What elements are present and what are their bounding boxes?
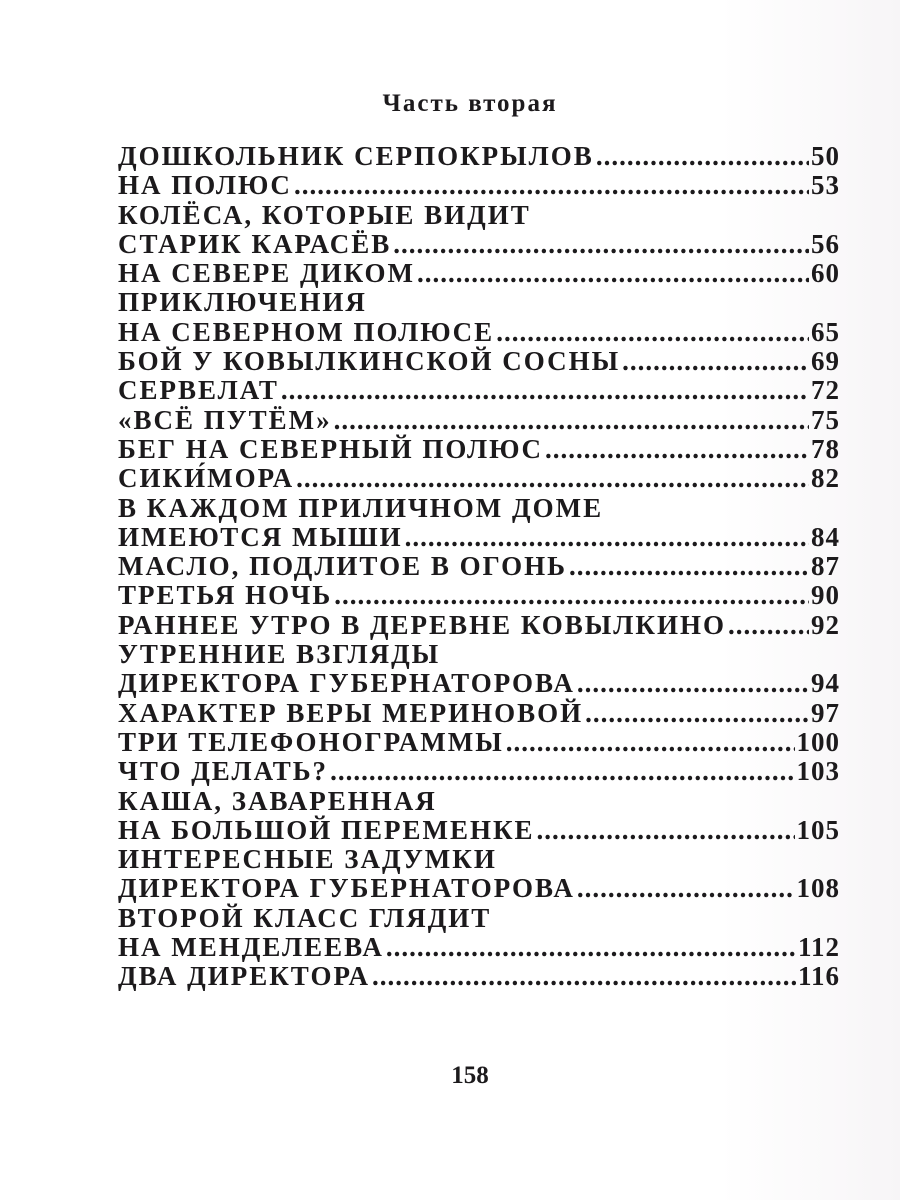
toc-entry <box>118 523 840 552</box>
toc-entry-page: 100 <box>796 726 840 757</box>
dot-leader <box>405 523 809 552</box>
toc-entry-title: В КАЖДОМ ПРИЛИЧНОМ ДОМЕ <box>118 492 604 523</box>
toc-entry-page: 65 <box>811 316 840 347</box>
toc-entry <box>118 699 840 728</box>
toc-entry-title: РАННЕЕ УТРО В ДЕРЕВНЕ КОВЫЛКИНО <box>118 609 726 640</box>
dot-leader <box>334 581 809 610</box>
toc-entry <box>118 845 840 874</box>
toc-entry-title: ДИРЕКТОРА ГУБЕРНАТОРОВА <box>118 668 575 699</box>
toc-entry-page: 82 <box>811 463 840 494</box>
dot-leader <box>417 259 809 288</box>
toc-entry-title: ИМЕЮТСЯ МЫШИ <box>118 521 403 552</box>
dot-leader <box>330 757 794 786</box>
toc-entry-page: 60 <box>811 258 840 289</box>
toc-entry-title: НА МЕНДЕЛЕЕВА <box>118 932 384 963</box>
toc-entry <box>118 669 840 698</box>
table-of-contents <box>118 142 840 992</box>
dot-leader <box>506 728 795 757</box>
toc-entry <box>118 728 840 757</box>
dot-leader <box>585 699 809 728</box>
toc-entry-title: НА СЕВЕРЕ ДИКОМ <box>118 258 415 289</box>
toc-entry-title: КАША, ЗАВАРЕННАЯ <box>118 785 437 816</box>
dot-leader <box>577 669 809 698</box>
toc-entry <box>118 230 840 259</box>
toc-entry-page: 94 <box>811 668 840 699</box>
toc-entry <box>118 874 840 903</box>
toc-entry-page: 103 <box>796 756 840 787</box>
toc-entry-page: 72 <box>811 375 840 406</box>
toc-entry <box>118 640 840 669</box>
toc-entry-title: НА ПОЛЮС <box>118 170 292 201</box>
toc-entry-title: НА БОЛЬШОЙ ПЕРЕМЕНКЕ <box>118 814 535 845</box>
toc-entry-title: БЕГ НА СЕВЕРНЫЙ ПОЛЮС <box>118 433 543 464</box>
dot-leader <box>294 171 809 200</box>
toc-entry-title: КОЛЁСА, КОТОРЫЕ ВИДИТ <box>118 199 531 230</box>
toc-entry-page: 78 <box>811 433 840 464</box>
toc-entry-page: 50 <box>811 141 840 171</box>
toc-entry <box>118 962 840 991</box>
dot-leader <box>372 962 796 991</box>
toc-entry <box>118 904 840 933</box>
toc-entry <box>118 787 840 816</box>
toc-entry-title: «ВСЁ ПУТЁМ» <box>118 404 332 435</box>
toc-entry <box>118 816 840 845</box>
page-number: 158 <box>451 1062 489 1089</box>
toc-entry-page: 112 <box>797 932 840 963</box>
dot-leader <box>622 347 809 376</box>
dot-leader <box>296 464 809 493</box>
toc-entry-title: ДИРЕКТОРА ГУБЕРНАТОРОВА <box>118 873 575 904</box>
toc-entry-title: ДВА ДИРЕКТОРА <box>118 961 370 992</box>
toc-entry <box>118 288 840 317</box>
toc-entry-title: СЕРВЕЛАТ <box>118 375 279 406</box>
toc-entry-page: 108 <box>796 873 840 904</box>
dot-leader <box>281 376 809 405</box>
toc-entry <box>118 201 840 230</box>
toc-entry-title: ЧТО ДЕЛАТЬ? <box>118 756 329 787</box>
toc-entry-title: ВТОРОЙ КЛАСС ГЛЯДИТ <box>118 902 492 933</box>
toc-entry <box>118 406 840 435</box>
toc-entry <box>118 552 840 581</box>
toc-entry <box>118 259 840 288</box>
toc-entry <box>118 318 840 347</box>
dot-leader <box>545 435 809 464</box>
toc-entry-title: ПРИКЛЮЧЕНИЯ <box>118 287 367 318</box>
toc-entry <box>118 464 840 493</box>
toc-entry-page: 90 <box>811 580 840 611</box>
toc-entry-title: ТРИ ТЕЛЕФОНОГРАММЫ <box>118 726 504 757</box>
dot-leader <box>496 318 809 347</box>
toc-entry-page: 116 <box>797 961 840 992</box>
toc-entry-page: 53 <box>811 170 840 201</box>
dot-leader <box>393 230 809 259</box>
toc-entry <box>118 581 840 610</box>
toc-entry-page: 92 <box>811 609 840 640</box>
toc-entry-page: 75 <box>811 404 840 435</box>
dot-leader <box>577 874 795 903</box>
toc-entry <box>118 933 840 962</box>
toc-entry-title: НА СЕВЕРНОМ ПОЛЮСЕ <box>118 316 495 347</box>
toc-entry <box>118 757 840 786</box>
toc-entry <box>118 376 840 405</box>
toc-entry-page: 87 <box>811 551 840 582</box>
section-title: Часть вторая <box>382 90 558 117</box>
toc-entry <box>118 347 840 376</box>
toc-entry-page: 56 <box>811 228 840 259</box>
toc-entry-page: 84 <box>811 521 840 552</box>
toc-entry-title: ДОШКОЛЬНИК СЕРПОКРЫЛОВ <box>118 141 594 171</box>
dot-leader <box>386 933 796 962</box>
toc-entry-title: СТАРИК КАРАСЁВ <box>118 228 392 259</box>
toc-entry <box>118 435 840 464</box>
toc-entry-title: УТРЕННИЕ ВЗГЛЯДЫ <box>118 639 441 670</box>
toc-entry-page: 69 <box>811 346 840 377</box>
toc-entry <box>118 142 840 171</box>
dot-leader <box>569 552 809 581</box>
toc-entry-title: ИНТЕРЕСНЫЕ ЗАДУМКИ <box>118 844 497 875</box>
dot-leader <box>334 406 809 435</box>
dot-leader <box>596 142 809 171</box>
toc-entry-title: СИКИ́МОРА <box>118 463 295 494</box>
toc-entry-title: БОЙ У КОВЫЛКИНСКОЙ СОСНЫ <box>118 346 621 377</box>
toc-entry-title: ХАРАКТЕР ВЕРЫ МЕРИНОВОЙ <box>118 697 584 728</box>
toc-entry-title: МАСЛО, ПОДЛИТОЕ В ОГОНЬ <box>118 551 567 582</box>
toc-entry-page: 105 <box>796 814 840 845</box>
toc-entry <box>118 611 840 640</box>
toc-entry <box>118 494 840 523</box>
toc-entry <box>118 171 840 200</box>
dot-leader <box>728 611 809 640</box>
toc-entry-page: 97 <box>811 697 840 728</box>
toc-entry-title: ТРЕТЬЯ НОЧЬ <box>118 580 333 611</box>
dot-leader <box>537 816 795 845</box>
